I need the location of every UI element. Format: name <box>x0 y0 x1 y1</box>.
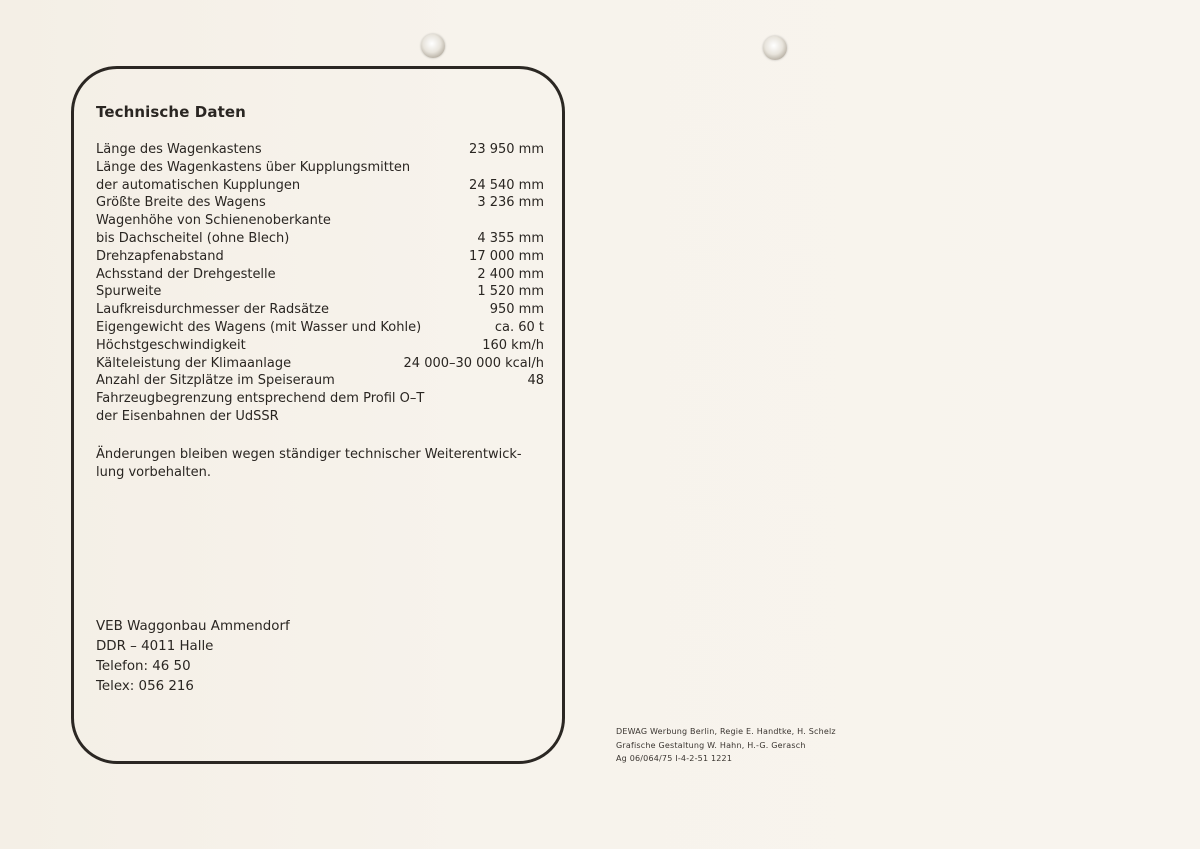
spec-value: 24 000–30 000 kcal/h <box>403 355 544 371</box>
spec-row <box>96 355 544 373</box>
spec-label: Anzahl der Sitzplätze im Speiseraum <box>96 373 335 389</box>
spec-value: ca. 60 t <box>494 319 544 335</box>
spec-label: Achsstand der Drehgestelle <box>96 266 276 282</box>
note-line-1: Änderungen bleiben wegen ständiger technischer Weiterentwick- <box>96 447 522 462</box>
spec-row <box>96 141 544 159</box>
imprint-line-1: DEWAG Werbung Berlin, Regie E. Handtke, H. Schelz <box>616 727 836 736</box>
spec-label: Drehzapfenabstand <box>96 248 224 264</box>
punch-hole-left <box>421 34 445 58</box>
spec-label: Höchstgeschwindigkeit <box>96 337 246 353</box>
company-telex: Telex: 056 216 <box>96 679 194 694</box>
spec-label: Eigengewicht des Wagens (mit Wasser und Kohle) <box>96 319 422 335</box>
spec-value: 1 520 mm <box>477 284 544 300</box>
spec-value: 17 000 mm <box>469 248 544 264</box>
spec-label: bis Dachscheitel (ohne Blech) <box>96 230 290 246</box>
company-city: DDR – 4011 Halle <box>96 639 214 654</box>
spec-value: 24 540 mm <box>469 177 544 193</box>
spec-value: 160 km/h <box>482 337 544 353</box>
spec-label: Spurweite <box>96 284 162 300</box>
company-phone: Telefon: 46 50 <box>96 659 191 674</box>
spec-row <box>96 408 544 426</box>
spec-value: 950 mm <box>489 302 544 318</box>
note-line-2: lung vorbehalten. <box>96 465 212 480</box>
spec-label: der Eisenbahnen der UdSSR <box>96 408 279 424</box>
spec-label: Länge des Wagenkastens <box>96 142 262 157</box>
imprint-line-3: Ag 06/064/75 I-4-2-51 1221 <box>616 754 733 763</box>
spec-row <box>96 319 544 337</box>
spec-list <box>96 141 544 426</box>
company-name: VEB Waggonbau Ammendorf <box>96 619 290 634</box>
spec-label: Länge des Wagenkastens über Kupplungsmitten <box>96 159 411 175</box>
spec-row <box>96 266 544 284</box>
manufacturer-address <box>96 617 290 697</box>
spec-label: Größte Breite des Wagens <box>96 195 266 211</box>
spec-value: 48 <box>527 373 544 389</box>
spec-row <box>96 177 544 195</box>
spec-value: 4 355 mm <box>477 230 544 246</box>
spec-row <box>96 372 544 390</box>
spec-row <box>96 248 544 266</box>
imprint-block <box>616 725 836 766</box>
spec-row <box>96 301 544 319</box>
spec-label: der automatischen Kupplungen <box>96 177 301 193</box>
spec-row <box>96 194 544 212</box>
punch-hole-right <box>763 36 787 60</box>
spec-row <box>96 230 544 248</box>
spec-label: Kälteleistung der Klimaanlage <box>96 355 292 371</box>
spec-row <box>96 390 544 408</box>
spec-row <box>96 337 544 355</box>
spec-label: Laufkreisdurchmesser der Radsätze <box>96 302 329 318</box>
change-note <box>96 446 548 482</box>
section-title: Technische Daten <box>96 103 246 121</box>
spec-row <box>96 283 544 301</box>
spec-row <box>96 159 544 177</box>
spec-label: Fahrzeugbegrenzung entsprechend dem Profil O–T <box>96 391 425 407</box>
imprint-line-2: Grafische Gestaltung W. Hahn, H.-G. Gerasch <box>616 740 806 750</box>
spec-value: 23 950 mm <box>469 142 544 157</box>
spec-row <box>96 212 544 230</box>
spec-value: 3 236 mm <box>477 195 544 211</box>
spec-value: 2 400 mm <box>477 266 544 282</box>
spec-label: Wagenhöhe von Schienenoberkante <box>96 213 331 229</box>
